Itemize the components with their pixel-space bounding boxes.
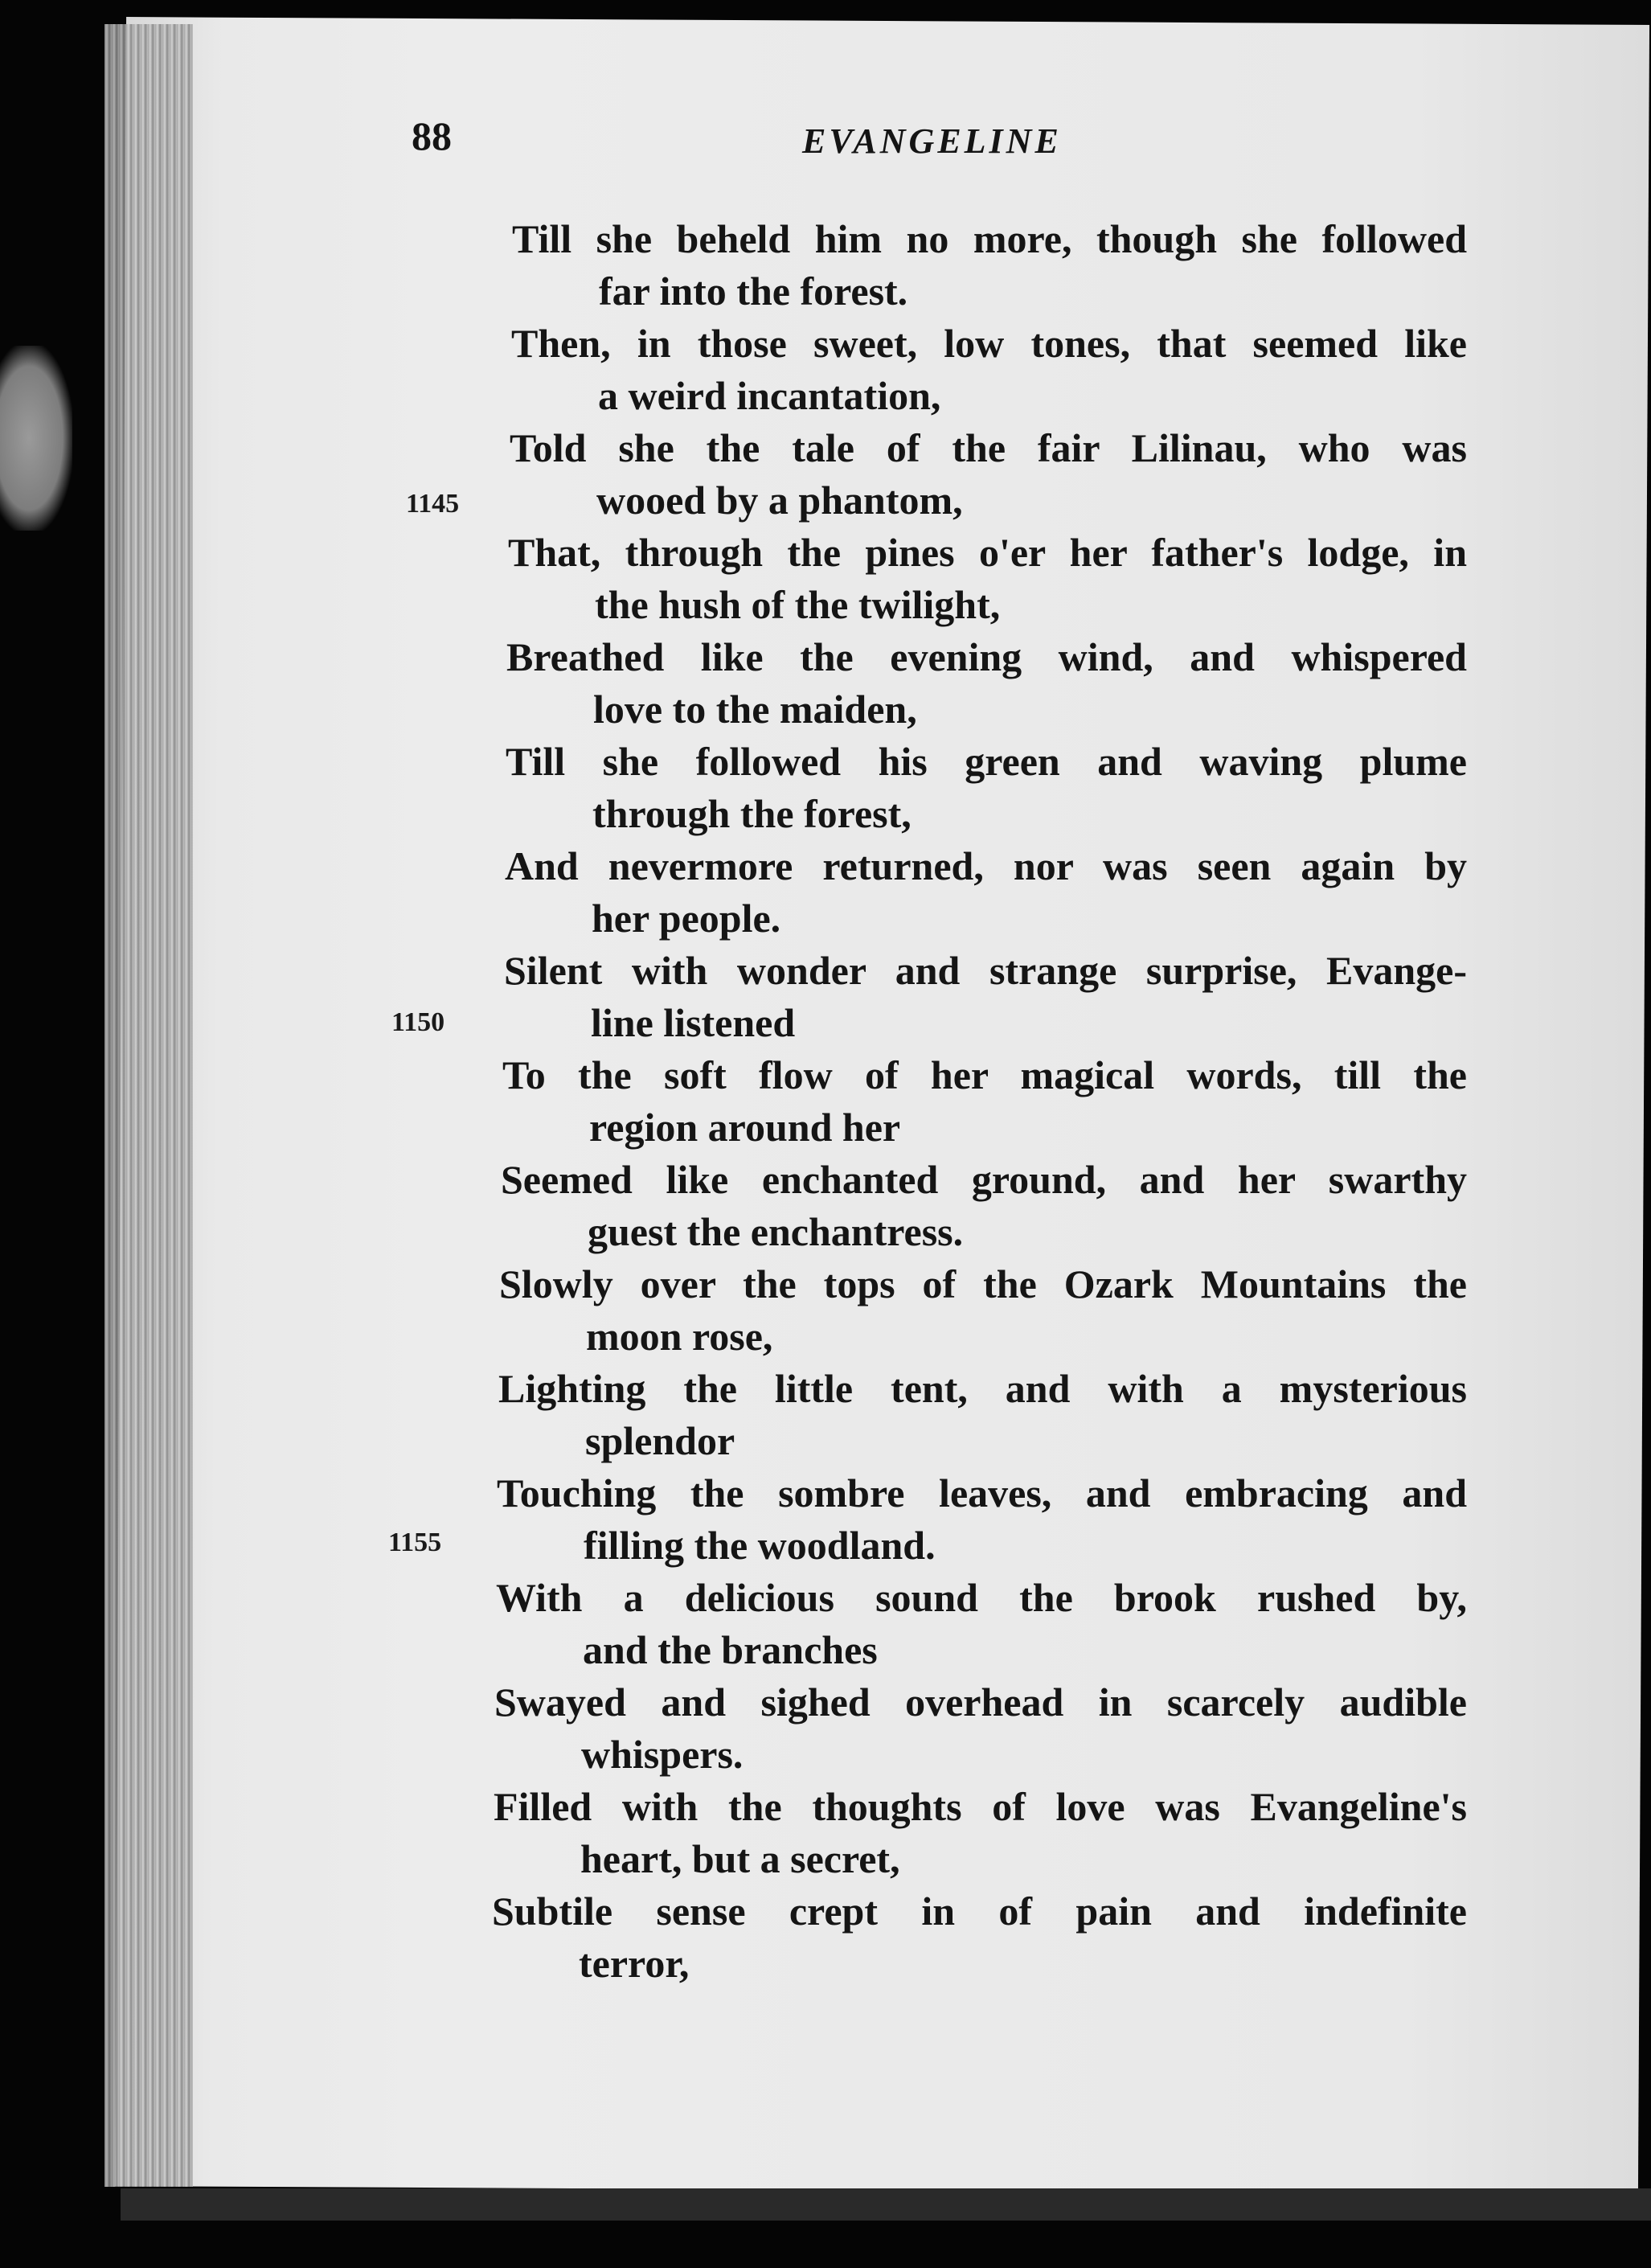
verse-line-text: Filled with the thoughts of love was Evangeline's: [494, 1784, 1467, 1829]
verse-line-text: Slowly over the tops of the Ozark Mountains the: [499, 1261, 1467, 1306]
verse-line-continuation: filling the woodland.: [584, 1523, 936, 1568]
verse-line: [494, 1781, 1467, 1885]
verse-line-text: Then, in those sweet, low tones, that seemed like: [511, 321, 1467, 366]
verse-line-continuation: line listened: [591, 1000, 796, 1045]
verse-line: [492, 1885, 1467, 1990]
verse-line-continuation: terror,: [579, 1941, 690, 1986]
verse-line-text: Till she followed his green and waving plume: [506, 739, 1467, 784]
page-edge-stack: [104, 24, 193, 2187]
verse-line: [510, 422, 1467, 527]
verse-line: [494, 1676, 1467, 1781]
verse-line-continuation: wooed by a phantom,: [596, 478, 963, 523]
verse-line: [506, 736, 1467, 840]
verse-line: [501, 1154, 1467, 1258]
verse-line-continuation: love to the maiden,: [593, 687, 917, 732]
verse-line-continuation: a weird incantation,: [598, 373, 941, 418]
verse-line: [508, 527, 1467, 631]
verse-line-continuation: far into the forest.: [599, 269, 908, 314]
verse-line-text: Lighting the little tent, and with a mysterious: [498, 1366, 1467, 1411]
verse-line: [498, 1363, 1467, 1467]
verse-line: [511, 318, 1467, 422]
line-number-1150: 1150: [391, 1007, 445, 1037]
verse-line: [512, 213, 1467, 318]
verse-line-text: To the soft flow of her magical words, till the: [502, 1052, 1467, 1097]
verse-line-text: Silent with wonder and strange surprise, Evange-: [504, 948, 1467, 993]
verse-line: [502, 1049, 1467, 1154]
verse-line: [506, 631, 1467, 736]
verse-line-continuation: the hush of the twilight,: [595, 582, 1001, 627]
verse-line-continuation: whispers.: [581, 1732, 744, 1777]
verse-line-continuation: heart, but a secret,: [580, 1836, 900, 1881]
verse-line-continuation: and the branches: [583, 1627, 878, 1672]
torn-spine-fragment: [0, 346, 72, 531]
page-bottom-shadow: [121, 2188, 1651, 2221]
verse-line-text: Breathed like the evening wind, and whispered: [506, 634, 1467, 679]
line-number-1145: 1145: [406, 489, 460, 519]
page-number: 88: [412, 113, 452, 158]
verse-line-continuation: splendor: [585, 1418, 735, 1463]
running-head: EVANGELINE: [802, 121, 1062, 161]
verse-line-continuation: guest the enchantress.: [588, 1209, 964, 1254]
verse-line-text: That, through the pines o'er her father's lodge, in: [508, 530, 1467, 575]
verse-line-text: And nevermore returned, nor was seen again by: [505, 843, 1467, 888]
line-number-1155: 1155: [388, 1528, 442, 1557]
verse-line-text: Told she the tale of the fair Lilinau, who was: [510, 425, 1467, 470]
verse-line: [496, 1572, 1467, 1676]
verse-block: [492, 213, 1467, 1990]
verse-line-text: With a delicious sound the brook rushed by,: [496, 1575, 1467, 1620]
verse-line: [505, 840, 1467, 945]
verse-line-text: Swayed and sighed overhead in scarcely audible: [494, 1679, 1467, 1725]
verse-line-continuation: moon rose,: [586, 1314, 773, 1359]
verse-line-text: Seemed like enchanted ground, and her swarthy: [501, 1157, 1467, 1202]
verse-line-continuation: her people.: [592, 896, 781, 941]
verse-line-text: Subtile sense crept in of pain and indefinite: [492, 1889, 1467, 1934]
verse-line-continuation: region around her: [589, 1105, 901, 1150]
verse-line: [499, 1258, 1467, 1363]
verse-line-text: Till she beheld him no more, though she followed: [512, 216, 1467, 261]
verse-line-continuation: through the forest,: [592, 791, 912, 836]
verse-line: [497, 1467, 1467, 1572]
verse-line-text: Touching the sombre leaves, and embracing and: [497, 1470, 1467, 1515]
verse-line: [504, 945, 1467, 1049]
